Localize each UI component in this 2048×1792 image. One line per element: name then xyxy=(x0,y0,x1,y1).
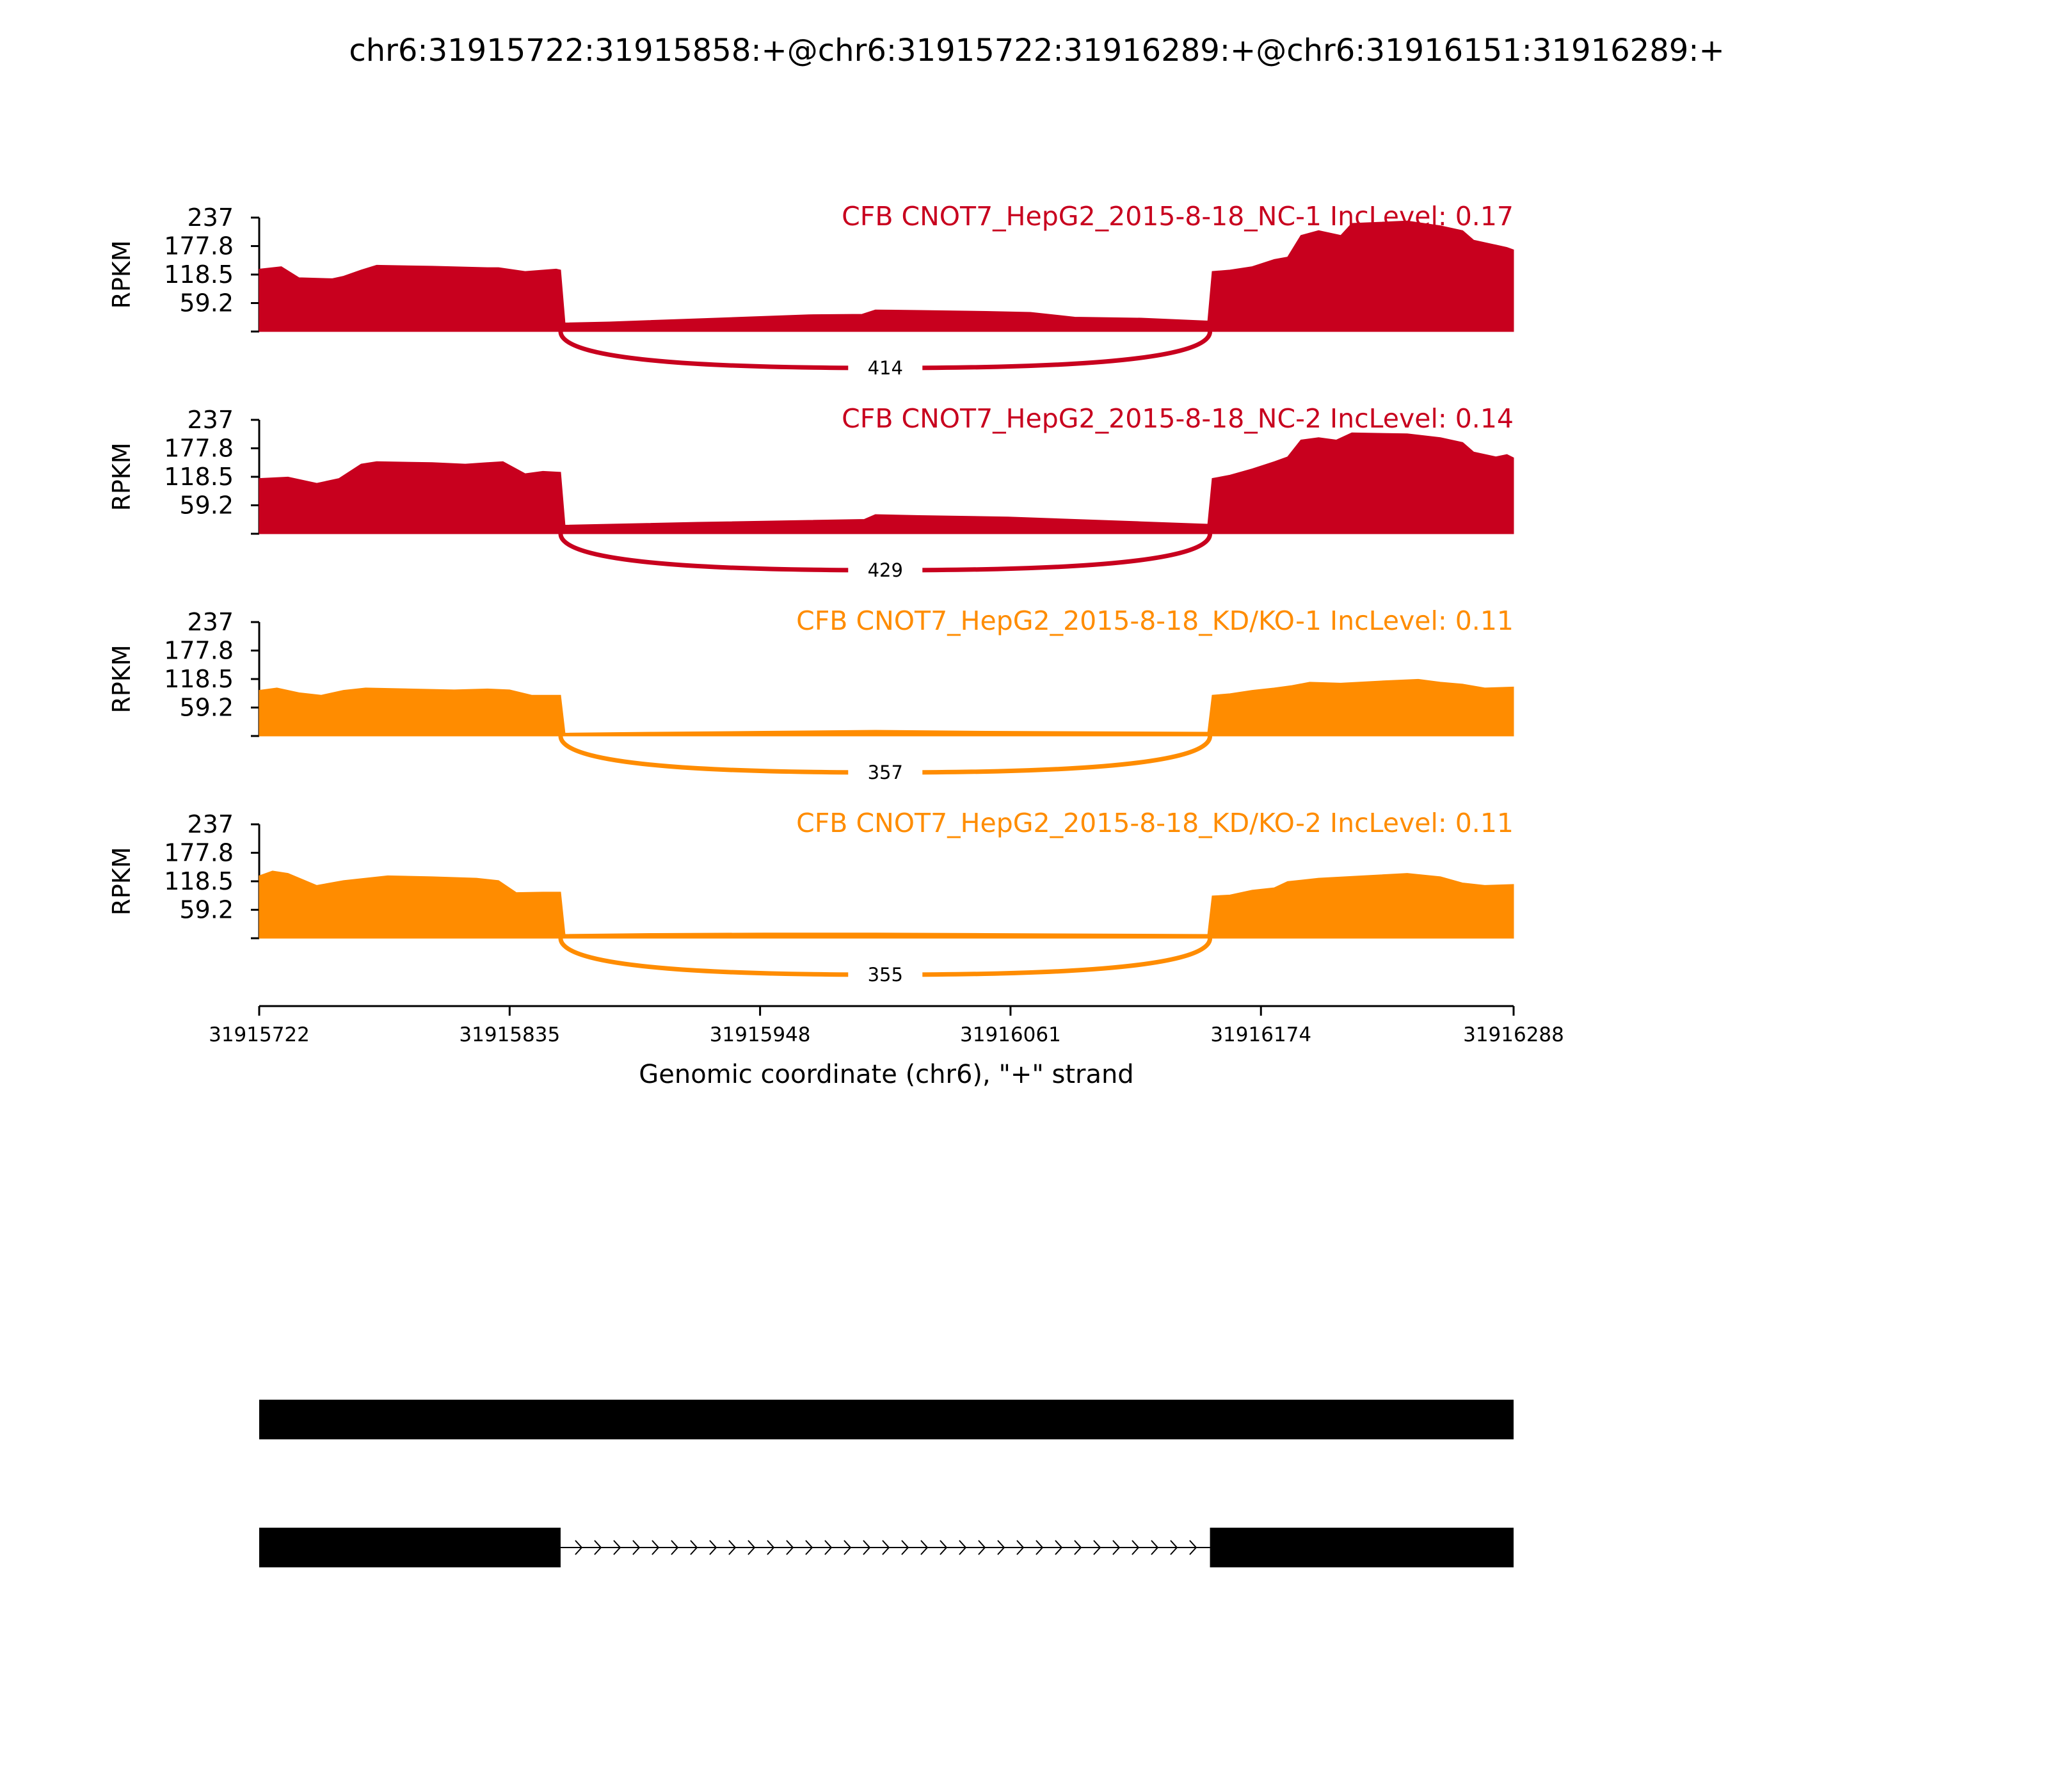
junction-read-count: 429 xyxy=(867,559,903,581)
y-tick-label: 237 xyxy=(187,406,234,434)
y-tick-label: 237 xyxy=(187,204,234,232)
x-tick-label: 31915948 xyxy=(709,1023,811,1046)
coverage-area xyxy=(259,679,1514,736)
y-axis-label: RPKM xyxy=(108,644,136,714)
y-axis-label: RPKM xyxy=(108,442,136,511)
y-axis-label: RPKM xyxy=(108,847,136,916)
y-tick-label: 177.8 xyxy=(164,838,234,867)
isoform-track xyxy=(259,1400,1514,1567)
junction-read-count: 414 xyxy=(867,357,903,379)
coverage-panel xyxy=(108,808,1514,988)
x-axis xyxy=(209,1006,1564,1046)
sample-label: CFB CNOT7_HepG2_2015-8-18_KD/KO-2 IncLevel: 0.11 xyxy=(796,808,1514,838)
y-tick-label: 177.8 xyxy=(164,636,234,665)
coverage-panel xyxy=(108,605,1514,786)
sample-label: CFB CNOT7_HepG2_2015-8-18_NC-2 IncLevel: 0.14 xyxy=(842,403,1514,434)
junction-read-count: 355 xyxy=(867,964,903,986)
y-tick-label: 237 xyxy=(187,810,234,838)
sample-label: CFB CNOT7_HepG2_2015-8-18_NC-1 IncLevel: 0.17 xyxy=(842,201,1514,232)
exon-block xyxy=(259,1528,561,1567)
y-tick-label: 177.8 xyxy=(164,232,234,260)
exon-block xyxy=(259,1400,1514,1439)
exon-block xyxy=(1210,1528,1514,1567)
x-tick-label: 31915835 xyxy=(459,1023,561,1046)
x-tick-label: 31916288 xyxy=(1463,1023,1564,1046)
y-tick-label: 237 xyxy=(187,608,234,636)
y-tick-label: 59.2 xyxy=(179,289,234,317)
coverage-area xyxy=(259,871,1514,938)
y-tick-label: 177.8 xyxy=(164,434,234,463)
x-tick-label: 31915722 xyxy=(209,1023,310,1046)
y-tick-label: 118.5 xyxy=(164,665,234,693)
y-tick-label: 118.5 xyxy=(164,463,234,491)
isoform xyxy=(259,1528,1514,1567)
isoform xyxy=(259,1400,1514,1439)
y-tick-label: 59.2 xyxy=(179,693,234,722)
y-axis-label: RPKM xyxy=(108,240,136,309)
x-axis-label: Genomic coordinate (chr6), "+" strand xyxy=(639,1060,1134,1089)
junction-read-count: 357 xyxy=(867,762,903,783)
x-tick-label: 31916174 xyxy=(1210,1023,1312,1046)
y-tick-label: 118.5 xyxy=(164,867,234,895)
coverage-panel xyxy=(108,403,1514,584)
y-tick-label: 59.2 xyxy=(179,895,234,924)
x-tick-label: 31916061 xyxy=(960,1023,1061,1046)
y-tick-label: 59.2 xyxy=(179,491,234,520)
figure-title: chr6:31915722:31915858:+@chr6:31915722:31916289:+@chr6:31916151:31916289:+ xyxy=(349,33,1725,68)
coverage-panels xyxy=(108,201,1514,988)
sample-label: CFB CNOT7_HepG2_2015-8-18_KD/KO-1 IncLevel: 0.11 xyxy=(796,605,1514,636)
coverage-panel xyxy=(108,201,1514,381)
y-tick-label: 118.5 xyxy=(164,260,234,289)
coverage-area xyxy=(259,221,1514,332)
coverage-area xyxy=(259,433,1514,534)
